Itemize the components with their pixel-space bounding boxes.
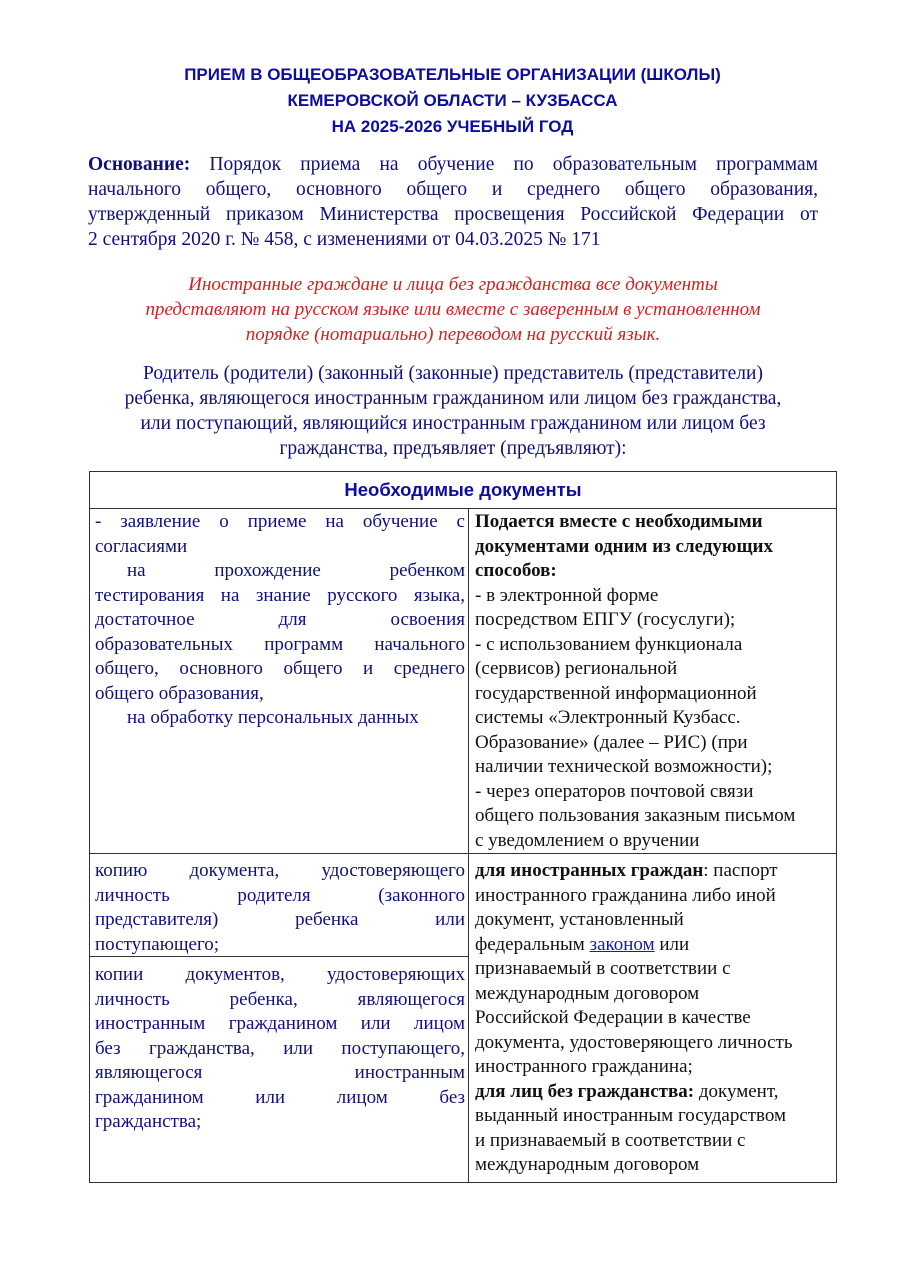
cell-line: - заявление о приеме на обучение с [95,511,465,532]
cell-line: гражданства; [95,1111,202,1132]
cell-line: посредством ЕПГУ (госуслуги); [475,609,736,630]
row-divider [90,853,836,854]
foreign-citizens-note [88,272,818,347]
cell-line: иностранного гражданина; [475,1056,693,1077]
cell-line: системы «Электронный Кузбасс. [475,707,741,728]
cell-line: тестирования на знание русского языка, [95,584,465,606]
federal-law-link[interactable]: законом [589,933,655,955]
cell-line: иностранным гражданином или лицом [95,1013,465,1034]
basis-label: Основание: [88,154,191,175]
parent-line: Родитель (родители) (законный (законные) представитель (представители) [143,363,763,384]
cell-text: документ, [694,1080,779,1102]
cell-line: Образование» (далее – РИС) (при [475,731,748,753]
cell-line: на прохождение ребенком [127,560,465,581]
basis-text: утвержденный приказом Министерства просвещения Российской Федерации от [88,204,818,225]
title-line: НА 2025-2026 УЧЕБНЫЙ ГОД [331,117,574,136]
cell-line: на обработку персональных данных [127,707,419,728]
documents-table [89,471,837,1183]
cell-text: федеральным [475,933,590,955]
cell-line: общего образования, [95,682,264,704]
cell-line: согласиями [95,535,188,557]
basis-text: Порядок приема на обучение по образовательным программам [209,154,819,175]
cell-line: поступающего; [95,933,220,955]
cell-line: копии документов, удостоверяющих [95,964,465,985]
cell-line: документ, установленный [475,909,684,930]
cell-line: являющегося иностранным [95,1062,465,1083]
cell-line: Российской Федерации в качестве [475,1007,751,1028]
cell-line: международным договором [475,1154,700,1175]
cell-line: - через операторов почтовой связи [475,780,754,802]
table-header: Необходимые документы [90,472,836,509]
cell-line: международным договором [475,982,700,1004]
cell-line: и признаваемый в соответствии с [475,1129,746,1151]
cell-line: признаваемый в соответствии с [475,958,731,979]
cell-line: - с использованием функционала [475,633,743,655]
cell-line: (сервисов) региональной [475,658,678,679]
application-cell [95,510,465,731]
stateless-label: для лиц без гражданства: [475,1080,695,1102]
cell-line: наличии технической возможности); [475,756,773,777]
basis-text: начального общего, основного общего и среднего общего образования, [88,179,818,200]
cell-text: или [654,933,690,955]
basis-text: 2 сентября 2020 г. № 458, с изменениями от 04.03.2025 № 171 [88,229,601,250]
child-id-cell [95,963,465,1135]
cell-line: иностранного гражданина либо иной [475,884,776,906]
parent-id-cell [95,859,465,957]
cell-line: выданный иностранным государством [475,1105,787,1126]
title-line: ПРИЕМ В ОБЩЕОБРАЗОВАТЕЛЬНЫЕ ОРГАНИЗАЦИИ (ШКОЛЫ) [184,65,721,84]
cell-line: представителя) ребенка или [95,909,465,930]
cell-line: общего пользования заказным письмом [475,805,796,826]
cell-line: - в электронной форме [475,584,659,606]
cell-line: гражданином или лицом без [95,1086,465,1108]
parent-paragraph [88,361,818,461]
passport-cell [475,859,835,1178]
foreign-citizens-label: для иностранных граждан [475,860,704,881]
parent-line: ребенка, являющегося иностранным гражданином или лицом без гражданства, [124,388,782,409]
note-line: порядке (нотариально) переводом на русский язык. [245,324,661,345]
cell-line: личность родителя (законного [95,884,465,906]
cell-line: копию документа, удостоверяющего [95,860,465,881]
cell-line: образовательных программ начального [95,633,465,655]
cell-line: общего, основного общего и среднего [95,658,465,679]
row-divider [90,956,468,957]
cell-text: : паспорт [703,860,778,881]
submission-heading: способов: [475,560,557,581]
cell-line: личность ребенка, являющегося [95,988,465,1010]
column-divider [468,508,469,1182]
basis-paragraph [88,152,818,252]
cell-line: государственной информационной [475,682,757,704]
submission-methods-cell [475,510,835,853]
submission-heading: документами одним из следующих [475,535,773,557]
note-line: Иностранные граждане и лица без гражданства все документы [188,274,718,295]
title-line: КЕМЕРОВСКОЙ ОБЛАСТИ – КУЗБАССА [287,91,618,110]
submission-heading: Подается вместе с необходимыми [475,511,763,532]
cell-line: без гражданства, или поступающего, [95,1037,465,1059]
cell-line: достаточное для освоения [95,609,465,630]
cell-line: с уведомлением о вручении [475,829,700,851]
parent-line: гражданства, предъявляет (предъявляют): [279,438,627,459]
parent-line: или поступающий, являющийся иностранным гражданином или лицом без [140,413,766,434]
note-line: представляют на русском языке или вместе с заверенным в установленном [145,299,761,320]
cell-line: документа, удостоверяющего личность [475,1031,793,1053]
document-title [0,62,905,140]
